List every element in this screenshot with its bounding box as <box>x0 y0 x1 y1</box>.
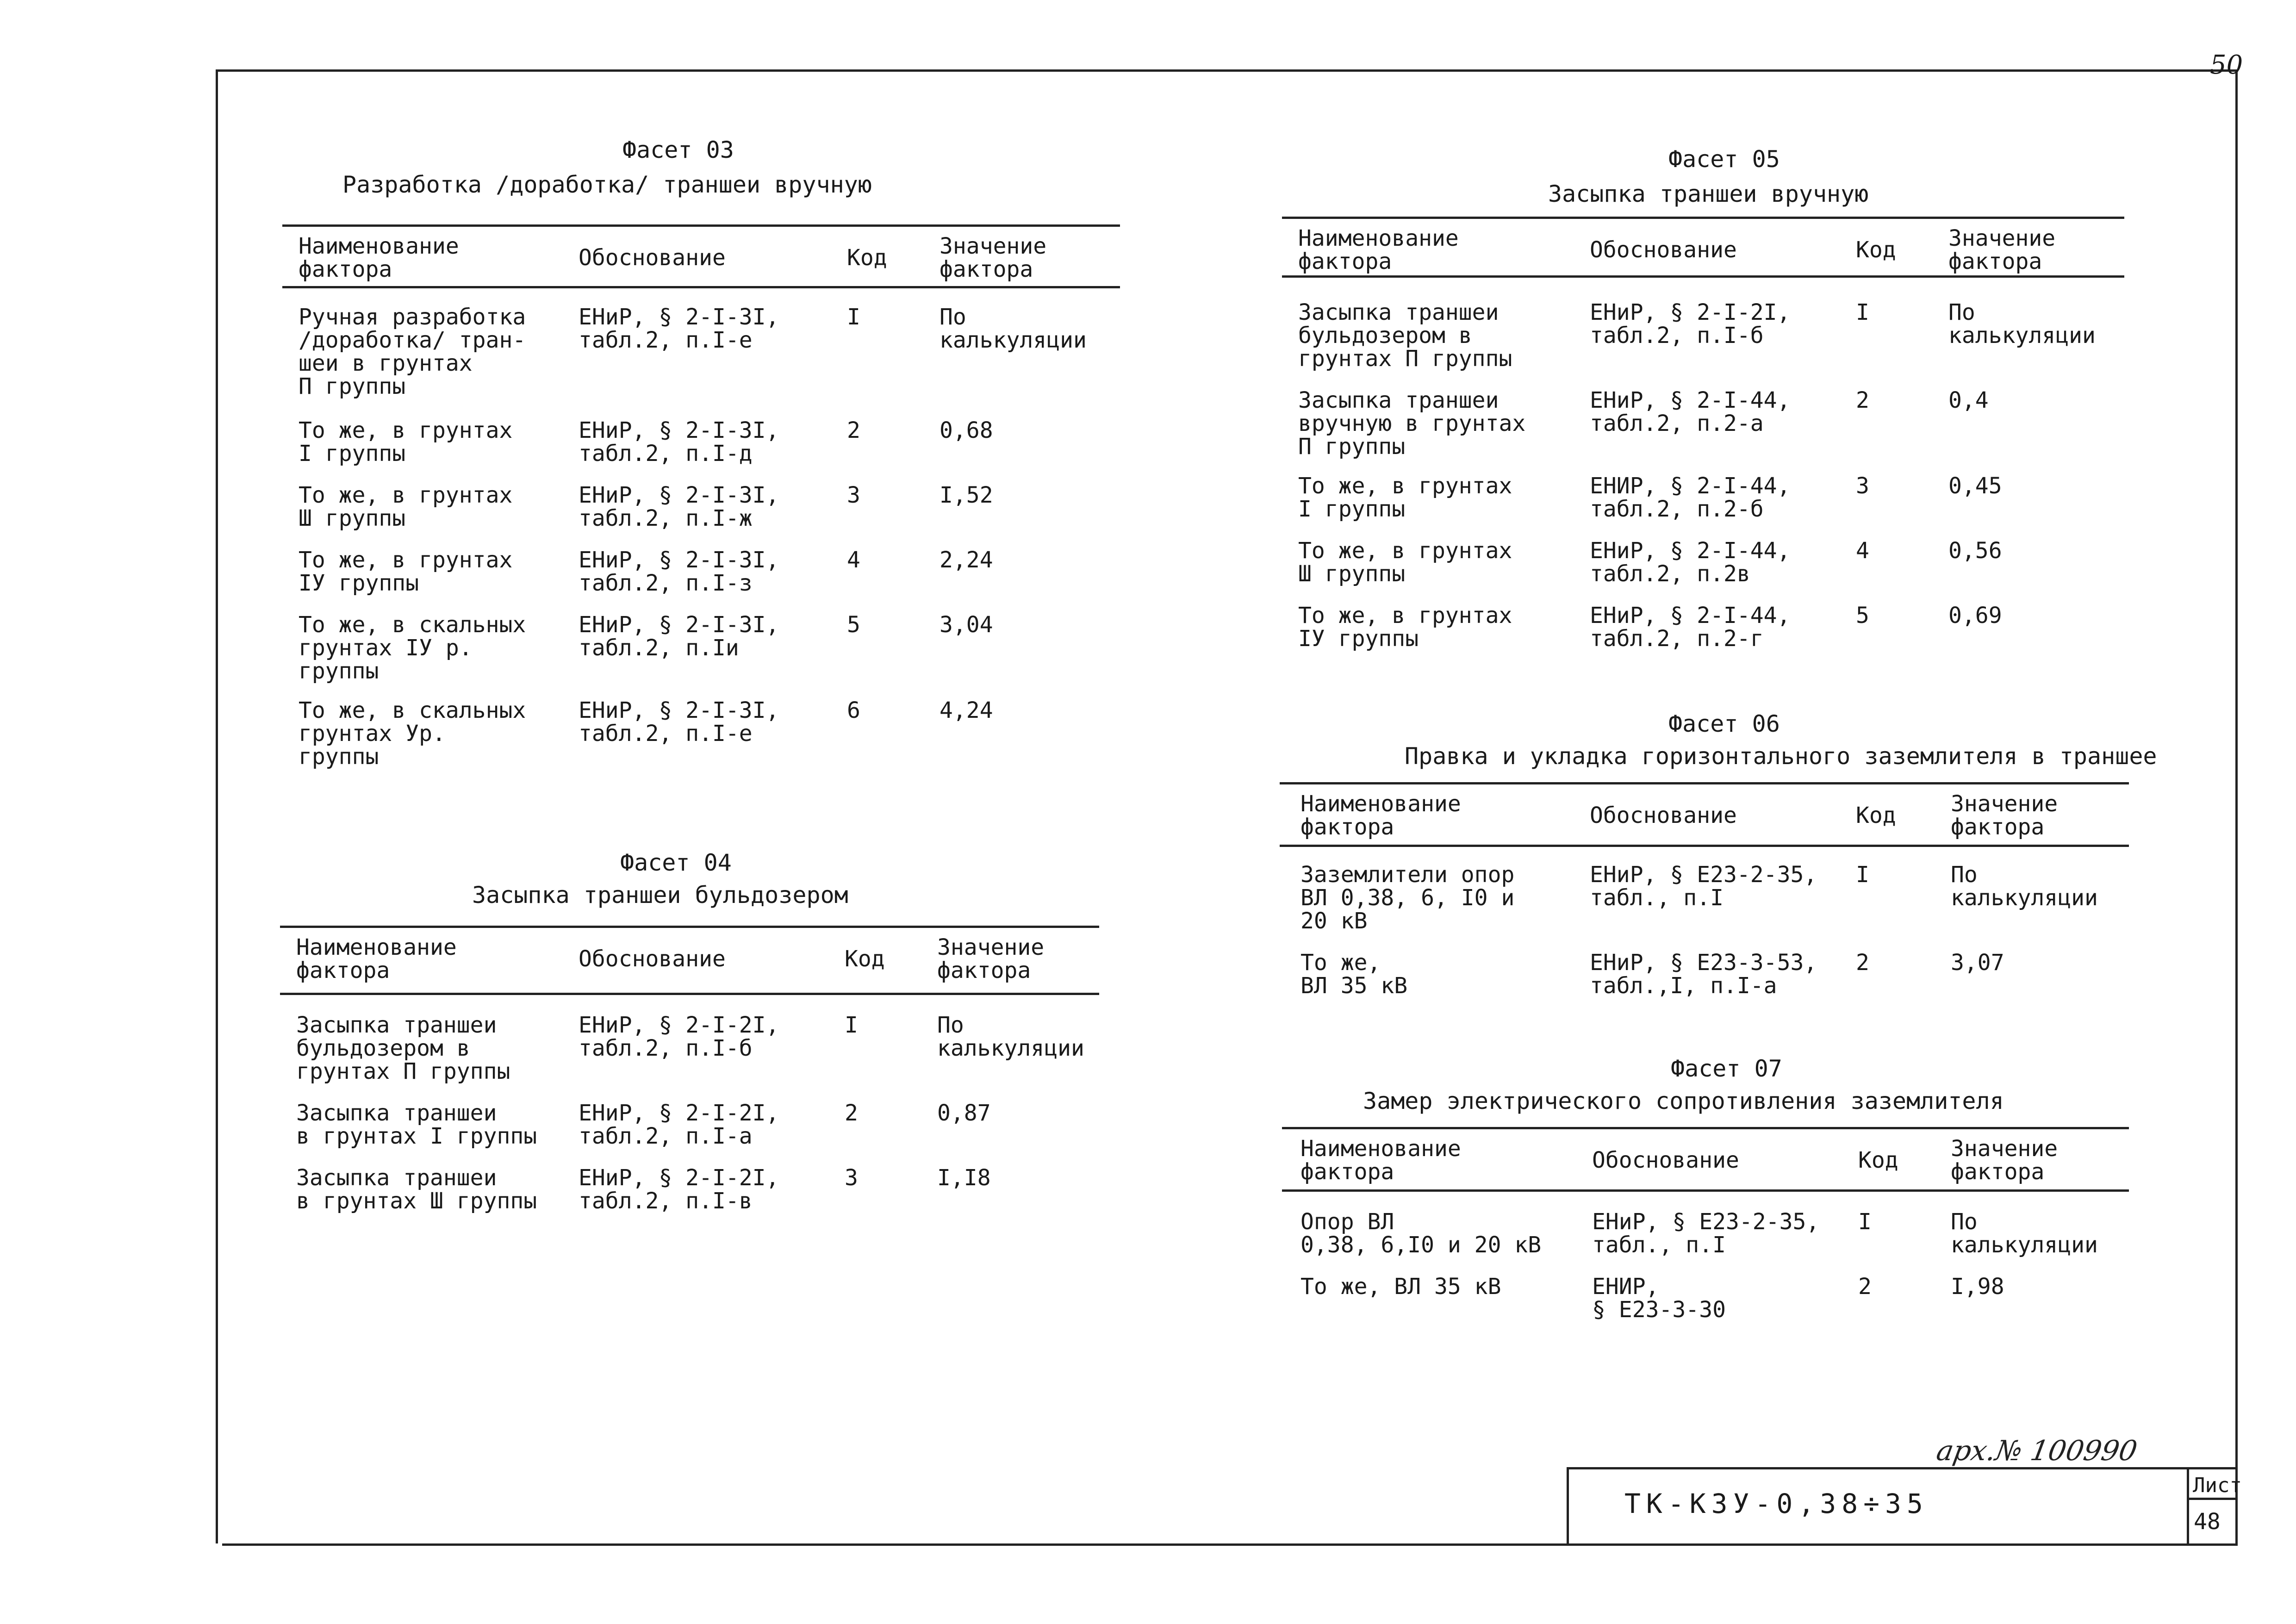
facet-07-subtitle: Замер электрического сопротивления заземлителя <box>1363 1088 2004 1114</box>
facet-05-row-2-value: 0,4 <box>1948 387 1989 413</box>
facet-03-row-5-code: 5 <box>847 612 860 638</box>
facet-03-row-4-code: 4 <box>847 547 860 573</box>
facet-07-header-value: Значение фактора <box>1951 1136 2058 1185</box>
facet-05-row-2-name: Засыпка траншеи вручную в грунтах П группы <box>1298 387 1526 460</box>
facet-06-row-1-code: I <box>1856 862 1869 888</box>
facet-03-row-5-basis: ЕНиР, § 2-I-3I, табл.2, п.Iи <box>579 612 779 661</box>
facet-04-row-1-basis: ЕНиР, § 2-I-2I, табл.2, п.I-б <box>579 1012 779 1061</box>
facet-06-row-1-value: По калькуляции <box>1951 862 2098 911</box>
facet-03-header-value: Значение фактора <box>940 233 1047 282</box>
facet-03-subtitle: Разработка /доработка/ траншеи вручную <box>342 171 872 198</box>
facet-06-header-bottom-rule <box>1280 845 2129 847</box>
facet-04-row-2-name: Засыпка траншеи в грунтах I группы <box>296 1100 537 1149</box>
facet-05-row-2-code: 2 <box>1856 387 1869 413</box>
facet-07-row-1-name: Опор ВЛ 0,38, 6,I0 и 20 кВ <box>1300 1209 1542 1258</box>
page-number: 50 <box>2210 50 2243 80</box>
facet-04-header-bottom-rule <box>280 993 1099 995</box>
frame-right-border <box>2235 69 2238 1543</box>
facet-05-row-3-basis: ЕНИР, § 2-I-44, табл.2, п.2-б <box>1590 473 1791 522</box>
facet-03-header-bottom-rule <box>282 286 1120 288</box>
facet-04-row-1-name: Засыпка траншеи бульдозером в грунтах П группы <box>296 1012 510 1084</box>
facet-04-row-2-code: 2 <box>845 1100 858 1126</box>
facet-07-row-2-code: 2 <box>1858 1274 1872 1300</box>
facet-06-row-2-value: 3,07 <box>1951 950 2004 976</box>
facet-07-header-basis: Обоснование <box>1592 1147 1739 1173</box>
frame-top-border <box>216 69 2238 72</box>
document-code: ТК-КЗУ-0,38÷35 <box>1624 1488 1929 1519</box>
facet-04-header-value: Значение фактора <box>937 934 1045 983</box>
facet-03-header-top-rule <box>282 224 1120 227</box>
facet-06-subtitle: Правка и укладка горизонтального заземлителя в траншее <box>1405 743 2157 770</box>
facet-04-subtitle: Засыпка траншеи бульдозером <box>472 882 848 908</box>
facet-05-row-1-name: Засыпка траншеи бульдозером в грунтах П группы <box>1298 299 1512 372</box>
frame-left-border <box>216 69 218 1543</box>
facet-05-header-code: Код <box>1856 237 1896 263</box>
facet-05-row-5-basis: ЕНиР, § 2-I-44, табл.2, п.2-г <box>1590 603 1791 652</box>
facet-03-row-2-code: 2 <box>847 417 860 443</box>
sheet-number: 48 <box>2194 1509 2221 1535</box>
facet-07-row-2-value: I,98 <box>1951 1274 2004 1300</box>
facet-05-row-5-code: 5 <box>1856 603 1869 628</box>
facet-07-header-bottom-rule <box>1282 1189 2129 1192</box>
facet-03-row-1-code: I <box>847 304 860 330</box>
facet-05-row-3-value: 0,45 <box>1948 473 2002 499</box>
facet-05-row-4-value: 0,56 <box>1948 538 2002 564</box>
archive-handwritten-note: арх.№ 100990 <box>1934 1435 2140 1467</box>
facet-04-row-2-basis: ЕНиР, § 2-I-2I, табл.2, п.I-а <box>579 1100 779 1149</box>
facet-06-row-1-name: Заземлители опор ВЛ 0,38, 6, I0 и 20 кВ <box>1300 862 1515 934</box>
facet-03-row-3-code: 3 <box>847 482 860 508</box>
facet-03-row-6-name: То же, в скальных грунтах Ур. группы <box>299 697 526 770</box>
facet-04-row-3-code: 3 <box>845 1165 858 1191</box>
facet-05-row-1-code: I <box>1856 299 1869 325</box>
facet-03-row-5-name: То же, в скальных грунтах IУ р. группы <box>299 612 526 684</box>
facet-05-header-basis: Обоснование <box>1590 237 1737 263</box>
facet-07-row-1-basis: ЕНиР, § Е23-2-35, табл., п.I <box>1592 1209 1820 1258</box>
facet-03-row-5-value: 3,04 <box>940 612 993 638</box>
facet-05-subtitle: Засыпка траншеи вручную <box>1548 180 1869 207</box>
facet-05-row-1-value: По калькуляции <box>1948 299 2096 348</box>
facet-06-header-code: Код <box>1856 803 1896 828</box>
facet-05-title: Фасет 05 <box>1668 146 1780 173</box>
facet-03-row-4-basis: ЕНиР, § 2-I-3I, табл.2, п.I-з <box>579 547 779 596</box>
facet-07-row-1-code: I <box>1858 1209 1872 1235</box>
facet-07-header-top-rule <box>1282 1127 2129 1129</box>
facet-04-row-1-code: I <box>845 1012 858 1038</box>
facet-05-header-value: Значение фактора <box>1948 225 2056 274</box>
facet-04-header-code: Код <box>845 946 885 972</box>
facet-03-row-6-value: 4,24 <box>940 697 993 723</box>
facet-03-title: Фасет 03 <box>622 137 734 163</box>
facet-05-row-4-basis: ЕНиР, § 2-I-44, табл.2, п.2в <box>1590 538 1791 587</box>
facet-03-row-4-value: 2,24 <box>940 547 993 573</box>
facet-03-row-3-basis: ЕНиР, § 2-I-3I, табл.2, п.I-ж <box>579 482 779 531</box>
facet-03-row-6-basis: ЕНиР, § 2-I-3I, табл.2, п.I-е <box>579 697 779 747</box>
facet-05-row-5-name: То же, в грунтах IУ группы <box>1298 603 1512 652</box>
facet-06-header-basis: Обоснование <box>1590 803 1737 828</box>
facet-06-row-2-basis: ЕНиР, § Е23-3-53, табл.,I, п.I-а <box>1590 950 1817 999</box>
facet-04-row-3-basis: ЕНиР, § 2-I-2I, табл.2, п.I-в <box>579 1165 779 1214</box>
facet-04-header-basis: Обоснование <box>579 946 726 972</box>
facet-04-row-1-value: По калькуляции <box>937 1012 1084 1061</box>
facet-06-row-2-name: То же, ВЛ 35 кВ <box>1300 950 1408 999</box>
facet-06-row-1-basis: ЕНиР, § Е23-2-35, табл., п.I <box>1590 862 1817 911</box>
facet-04-title: Фасет 04 <box>620 849 732 876</box>
facet-05-header-name: Наименование фактора <box>1298 225 1459 274</box>
facet-03-row-1-basis: ЕНиР, § 2-I-3I, табл.2, п.I-е <box>579 304 779 353</box>
facet-06-title: Фасет 06 <box>1668 710 1780 737</box>
facet-03-header-name: Наименование фактора <box>299 233 459 282</box>
facet-03-row-1-value: По калькуляции <box>940 304 1087 353</box>
facet-06-header-name: Наименование фактора <box>1300 791 1461 840</box>
facet-04-row-3-value: I,I8 <box>937 1165 991 1191</box>
facet-03-row-2-basis: ЕНиР, § 2-I-3I, табл.2, п.I-д <box>579 417 779 467</box>
facet-05-row-5-value: 0,69 <box>1948 603 2002 628</box>
facet-05-row-3-code: 3 <box>1856 473 1869 499</box>
facet-04-header-name: Наименование фактора <box>296 934 457 983</box>
facet-03-row-3-value: I,52 <box>940 482 993 508</box>
facet-06-row-2-code: 2 <box>1856 950 1869 976</box>
facet-03-row-6-code: 6 <box>847 697 860 723</box>
facet-04-row-3-name: Засыпка траншеи в грунтах Ш группы <box>296 1165 537 1214</box>
facet-07-row-2-name: То же, ВЛ 35 кВ <box>1300 1274 1501 1300</box>
sheet-label: Лист <box>2193 1474 2242 1497</box>
facet-06-header-top-rule <box>1280 782 2129 784</box>
facet-07-header-code: Код <box>1858 1147 1898 1173</box>
sheet-divider <box>2187 1498 2235 1500</box>
facet-03-row-3-name: То же, в грунтах Ш группы <box>299 482 513 531</box>
facet-06-header-value: Значение фактора <box>1951 791 2058 840</box>
facet-07-row-2-basis: ЕНИР, § Е23-3-30 <box>1592 1274 1726 1323</box>
facet-04-row-2-value: 0,87 <box>937 1100 991 1126</box>
facet-03-row-4-name: То же, в грунтах IУ группы <box>299 547 513 596</box>
facet-05-header-bottom-rule <box>1282 275 2124 278</box>
facet-03-row-2-value: 0,68 <box>940 417 993 443</box>
facet-03-row-1-name: Ручная разработка /доработка/ тран- шеи в грунтах П группы <box>299 304 526 399</box>
facet-05-row-2-basis: ЕНиР, § 2-I-44, табл.2, п.2-а <box>1590 387 1791 436</box>
facet-03-row-2-name: То же, в грунтах I группы <box>299 417 513 467</box>
facet-03-header-basis: Обоснование <box>579 245 726 271</box>
facet-03-header-code: Код <box>847 245 887 271</box>
facet-05-row-4-code: 4 <box>1856 538 1869 564</box>
facet-04-header-top-rule <box>280 926 1099 928</box>
facet-05-header-top-rule <box>1282 217 2124 219</box>
facet-05-row-1-basis: ЕНиР, § 2-I-2I, табл.2, п.I-б <box>1590 299 1791 348</box>
facet-07-row-1-value: По калькуляции <box>1951 1209 2098 1258</box>
facet-05-row-4-name: То же, в грунтах Ш группы <box>1298 538 1512 587</box>
facet-07-title: Фасет 07 <box>1671 1055 1782 1082</box>
facet-07-header-name: Наименование фактора <box>1300 1136 1461 1185</box>
facet-05-row-3-name: То же, в грунтах I группы <box>1298 473 1512 522</box>
